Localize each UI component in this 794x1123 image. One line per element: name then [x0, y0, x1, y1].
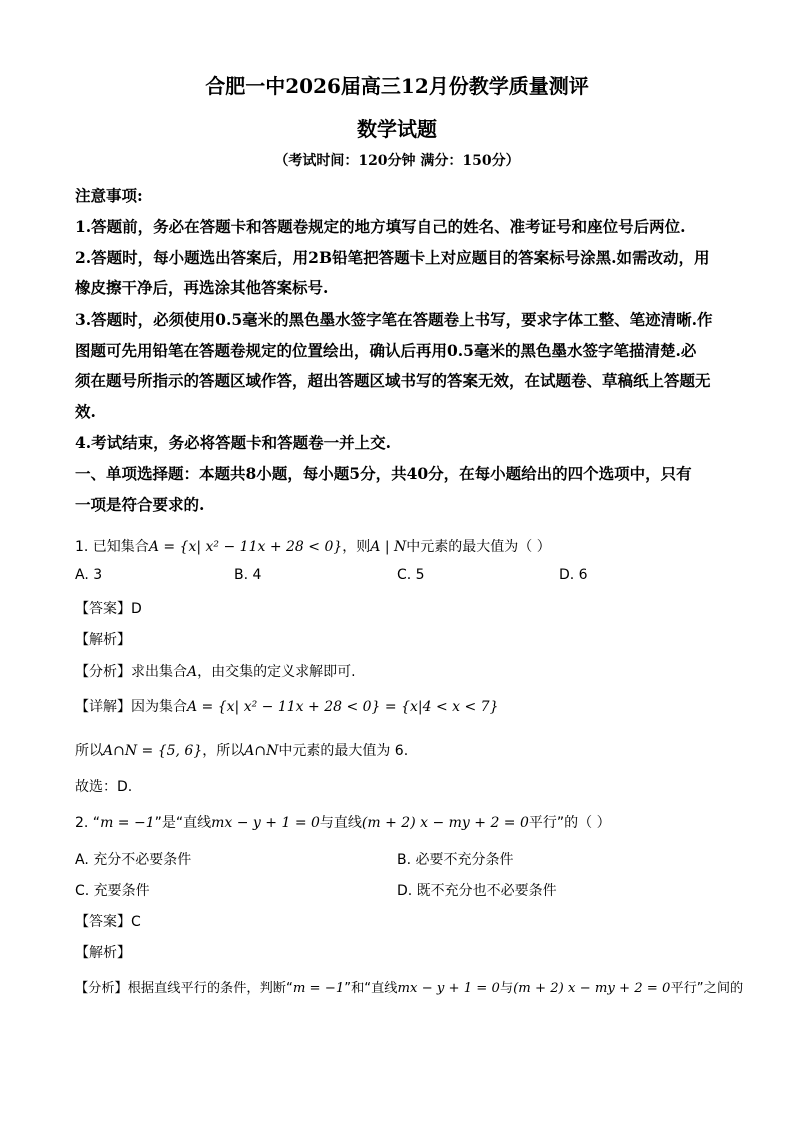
notice-item-3-line-4: 效.: [75, 402, 96, 421]
q2-fenxi-math-3: (m + 2) x − my + 2 = 0: [513, 981, 671, 996]
q2-fenxi-label: 【分析】: [75, 981, 128, 996]
q2-p3: 与直线: [319, 815, 362, 831]
q1-line2-mid: ，所以: [202, 743, 245, 759]
q1-detail: [75, 696, 498, 716]
q1-fenxi-var: A: [187, 664, 198, 680]
question-2-stem: [75, 812, 611, 832]
notice-item-3-line-3: 须在题号所指示的答题区域作答，超出答题区域书写的答案无效，在试题卷、草稿纸上答题无: [75, 371, 711, 390]
q2-option-c: C. 充要条件: [75, 883, 150, 899]
notice-item-3-line-1: 3.答题时，必须使用0.5毫米的黑色墨水签字笔在答题卷上书写，要求字体工整、笔迹清晰.作: [75, 310, 713, 329]
q1-answer-label: 【答案】: [75, 601, 131, 617]
q2-p2: ”是“直线: [154, 815, 212, 831]
q2-f3: 与: [499, 981, 514, 996]
notice-item-4: 4.考试结束，务必将答题卡和答题卷一并上交.: [75, 433, 392, 452]
q1-line2-math-2: A∩N: [244, 743, 279, 759]
q2-analysis-label: 【解析】: [75, 945, 131, 961]
q1-prefix: 1. 已知集合: [75, 539, 149, 555]
q1-suffix: 中元素的最大值为（ ）: [406, 539, 551, 555]
q1-set-definition: A = {x| x² − 11x + 28 < 0}: [148, 539, 343, 555]
q2-answer-value: C: [131, 914, 141, 930]
q2-f4: 平行”之间的: [670, 981, 744, 996]
notice-item-2-line-1: 2.答题时，每小题选出答案后，用2B铅笔把答题卡上对应题目的答案标号涂黑.如需改动，用: [75, 248, 710, 267]
q2-answer: [75, 911, 141, 931]
q1-detail-pre: 因为集合: [131, 699, 187, 715]
q1-option-c: C. 5: [397, 567, 425, 583]
q1-fenxi-label: 【分析】: [75, 664, 131, 680]
q2-f1: 根据直线平行的条件，判断“: [127, 981, 293, 996]
q1-mid: ，则: [342, 539, 371, 555]
q1-option-b: B. 4: [234, 567, 262, 583]
notice-item-1: 1.答题前，务必在答题卡和答题卷规定的地方填写自己的姓名、准考证号和座位号后两位.: [75, 217, 686, 236]
exam-info: （考试时间：120分钟 满分：150分）: [274, 153, 520, 169]
q1-option-d: D. 6: [559, 567, 588, 583]
q1-answer: [75, 598, 142, 618]
q2-f2: ”和“直线: [344, 981, 398, 996]
q2-option-a: A. 充分不必要条件: [75, 852, 192, 868]
q1-line2-post: 中元素的最大值为 6.: [278, 743, 409, 759]
q1-detail-math: A = {x| x² − 11x + 28 < 0} = {x|4 < x < 7}: [187, 699, 499, 715]
notice-item-3-line-2: 图题可先用铅笔在答题卷规定的位置绘出，确认后再用0.5毫米的黑色墨水签字笔描清楚.必: [75, 341, 697, 360]
q2-option-d: D. 既不充分也不必要条件: [397, 883, 557, 899]
q2-math-1: m = −1: [100, 815, 155, 831]
section-heading-line-1: 一、单项选择题：本题共8小题，每小题5分，共40分，在每小题给出的四个选项中，只有: [75, 464, 692, 483]
exam-title: 合肥一中2026届高三12月份教学质量测评: [205, 74, 589, 98]
section-heading-line-2: 一项是符合要求的.: [75, 495, 205, 514]
q1-fenxi: [75, 661, 356, 681]
notice-heading: 注意事项:: [75, 186, 143, 205]
q1-detail-line-2: [75, 740, 408, 760]
q1-intersection: A | N: [370, 539, 407, 555]
q1-conclusion: 故选：D.: [75, 779, 133, 795]
q2-fenxi-math-2: mx − y + 1 = 0: [397, 981, 500, 996]
question-1-stem: [75, 536, 551, 556]
q1-line2-pre: 所以: [75, 743, 103, 759]
subject-title: 数学试题: [357, 117, 437, 141]
q2-p4: 平行”的（ ）: [528, 815, 611, 831]
q1-answer-value: D: [131, 601, 142, 617]
q1-fenxi-post: ，由交集的定义求解即可.: [197, 664, 356, 680]
q2-fenxi-math-1: m = −1: [292, 981, 345, 996]
q1-fenxi-pre: 求出集合: [131, 664, 187, 680]
q1-option-a: A. 3: [75, 567, 103, 583]
q1-line2-math-1: A∩N = {5, 6}: [103, 743, 203, 759]
q2-p1: 2. “: [75, 815, 101, 831]
q2-answer-label: 【答案】: [75, 914, 131, 930]
notice-item-2-line-2: 橡皮擦干净后，再选涂其他答案标号.: [75, 278, 329, 297]
q1-detail-label: 【详解】: [75, 699, 131, 715]
q2-fenxi: [75, 977, 743, 996]
q1-analysis-label: 【解析】: [75, 632, 131, 648]
q2-math-2: mx − y + 1 = 0: [211, 815, 320, 831]
q2-option-b: B. 必要不充分条件: [397, 852, 514, 868]
q2-math-3: (m + 2) x − my + 2 = 0: [361, 815, 529, 831]
